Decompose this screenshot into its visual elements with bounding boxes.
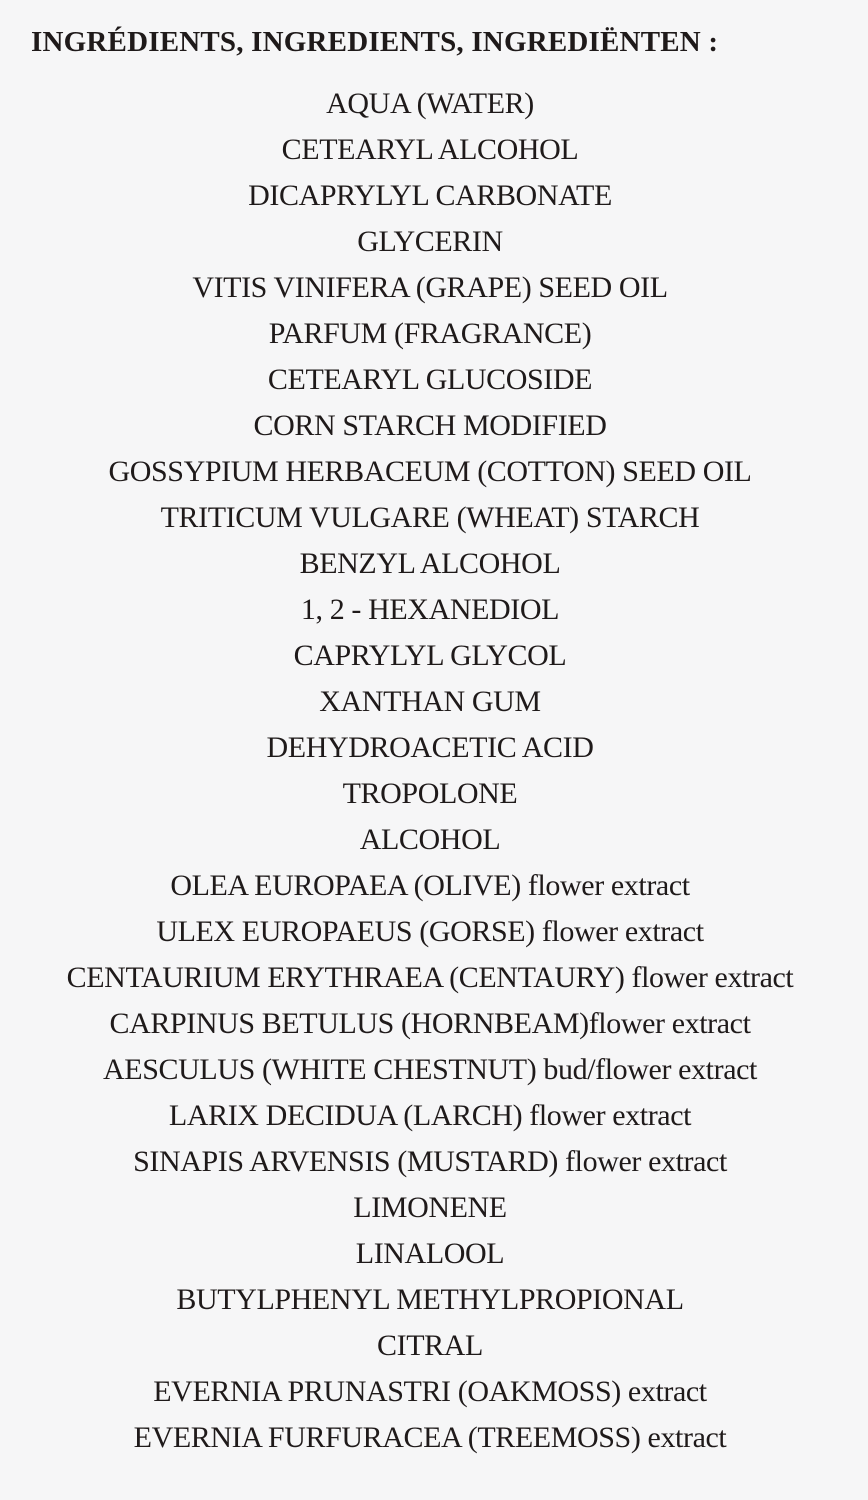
ingredient-list: [0, 86, 860, 1466]
ingredient-item: LINALOOL: [355, 1237, 505, 1270]
ingredient-item: XANTHAN GUM: [319, 685, 541, 718]
ingredient-item: ALCOHOL: [359, 823, 501, 856]
ingredient-item: GLYCERIN: [357, 225, 503, 258]
ingredient-item: BUTYLPHENYL METHYLPROPIONAL: [176, 1283, 684, 1316]
ingredient-item: CETEARYL ALCOHOL: [281, 133, 579, 166]
ingredient-item: CENTAURIUM ERYTHRAEA (CENTAURY) flower extract: [66, 961, 794, 994]
ingredient-item: CETEARYL GLUCOSIDE: [267, 363, 593, 396]
ingredient-item: TROPOLONE: [342, 777, 518, 810]
ingredient-item: SINAPIS ARVENSIS (MUSTARD) flower extract: [133, 1145, 727, 1178]
ingredient-item: VITIS VINIFERA (GRAPE) SEED OIL: [192, 271, 668, 304]
ingredient-item: 1, 2 - HEXANEDIOL: [300, 593, 560, 626]
ingredients-heading: INGRÉDIENTS, INGREDIENTS, INGREDIËNTEN :: [31, 26, 719, 58]
ingredient-item: CORN STARCH MODIFIED: [253, 409, 607, 442]
ingredient-item: CAPRYLYL GLYCOL: [293, 639, 567, 672]
ingredient-item: EVERNIA FURFURACEA (TREEMOSS) extract: [133, 1421, 727, 1454]
ingredient-item: LIMONENE: [353, 1191, 507, 1224]
ingredient-item: PARFUM (FRAGRANCE): [268, 317, 592, 350]
ingredient-item: BENZYL ALCOHOL: [299, 547, 561, 580]
ingredient-item: GOSSYPIUM HERBACEUM (COTTON) SEED OIL: [108, 455, 752, 488]
ingredient-item: DICAPRYLYL CARBONATE: [248, 179, 612, 212]
ingredient-item: CITRAL: [377, 1329, 483, 1362]
ingredient-item: EVERNIA PRUNASTRI (OAKMOSS) extract: [153, 1375, 707, 1408]
ingredient-item: OLEA EUROPAEA (OLIVE) flower extract: [170, 869, 690, 902]
ingredient-item: LARIX DECIDUA (LARCH) flower extract: [168, 1099, 692, 1132]
ingredient-item: TRITICUM VULGARE (WHEAT) STARCH: [160, 501, 700, 534]
ingredient-item: CARPINUS BETULUS (HORNBEAM)flower extract: [109, 1007, 751, 1040]
ingredient-item: ULEX EUROPAEUS (GORSE) flower extract: [156, 915, 704, 948]
ingredient-item: AESCULUS (WHITE CHESTNUT) bud/flower extract: [103, 1053, 757, 1086]
ingredient-item: DEHYDROACETIC ACID: [266, 731, 594, 764]
ingredient-item: AQUA (WATER): [326, 87, 534, 120]
